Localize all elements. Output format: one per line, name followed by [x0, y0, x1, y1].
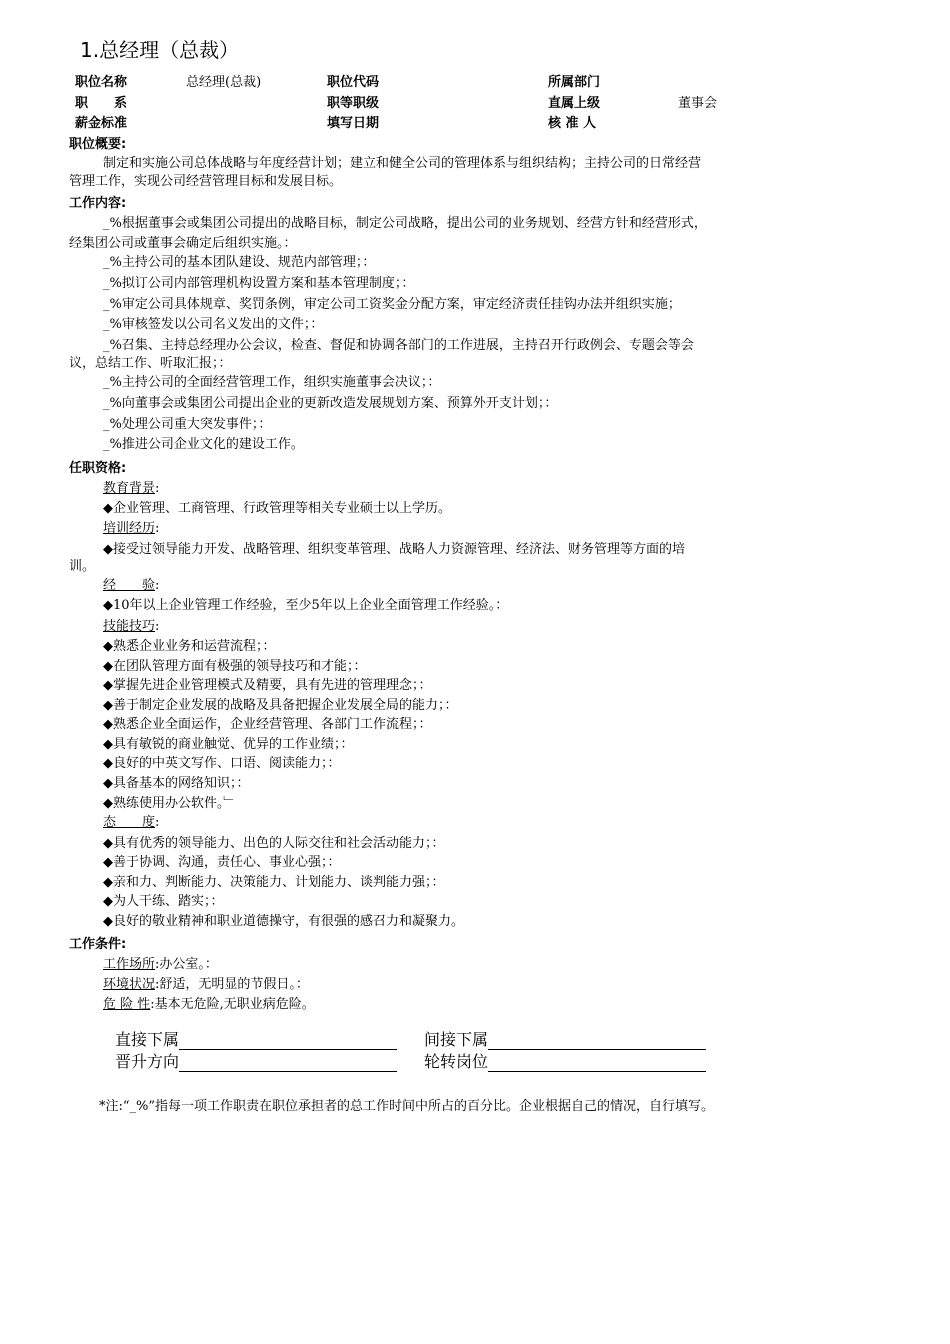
work-line: _%召集、主持总经理办公会议，检查、督促和协调各部门的工作进展，主持召开行政例会、专题会等会 — [103, 338, 694, 353]
work-line: _%推进公司企业文化的建设工作。 — [103, 437, 304, 452]
skill-item: ◆良好的中英文写作、口语、阅读能力；： — [103, 756, 341, 771]
salary-label: 薪金标准 — [75, 116, 128, 131]
qualification-heading: 任职资格: — [69, 461, 127, 476]
promotion-field: 晋升方向 — [115, 1049, 397, 1072]
work-line: _%处理公司重大突发事件；： — [103, 417, 272, 432]
skill-item: ◆具备基本的网络知识；： — [103, 776, 250, 791]
overview-line-2: 管理工作，实现公司经营管理目标和发展目标。 — [69, 174, 343, 189]
approver-label: 核 准 人 — [548, 116, 597, 131]
experience-item: ◆10年以上企业管理工作经验，至少5年以上企业全面管理工作经验。： — [103, 598, 509, 613]
skill-item: ◆熟悉企业业务和运营流程；： — [103, 639, 276, 654]
work-line: _%拟订公司内部管理机构设置方案和基本管理制度；： — [103, 276, 415, 291]
training-item-cont: 训。 — [69, 559, 96, 574]
work-line: _%主持公司的基本团队建设、规范内部管理；： — [103, 255, 376, 270]
fill-date-label: 填写日期 — [327, 116, 380, 131]
experience-label: 经 验: — [103, 578, 160, 593]
direct-subordinate-field: 直接下属 — [115, 1027, 397, 1050]
workplace-row: 工作场所:办公室。： — [103, 957, 218, 972]
attitude-item: ◆良好的敬业精神和职业道德操守，有很强的感召力和凝聚力。 — [103, 914, 464, 929]
skill-item: ◆掌握先进企业管理模式及精要，具有先进的管理理念；： — [103, 678, 432, 693]
work-line: _%向董事会或集团公司提出企业的更新改造发展规划方案、预算外开支计划；： — [103, 396, 558, 411]
skill-item: ◆熟悉企业全面运作，企业经营管理、各部门工作流程；： — [103, 717, 432, 732]
environment-row: 环境状况:舒适，无明显的节假日。： — [103, 977, 309, 992]
attitude-item: ◆为人干练、踏实；： — [103, 894, 224, 909]
education-label: 教育背景: — [103, 481, 160, 496]
position-code-label: 职位代码 — [327, 75, 380, 90]
skill-item: ◆具有敏锐的商业触觉、优异的工作业绩；： — [103, 737, 354, 752]
work-line: 经集团公司或董事会确定后组织实施。： — [69, 236, 297, 251]
position-name-label: 职位名称 — [75, 75, 128, 90]
education-item: ◆企业管理、工商管理、行政管理等相关专业硕士以上学历。 — [103, 501, 451, 516]
work-heading: 工作内容: — [69, 196, 127, 211]
attitude-item: ◆具有优秀的领导能力、出色的人际交往和社会活动能力；： — [103, 836, 445, 851]
page-title: 1.总经理（总裁） — [80, 38, 240, 62]
superior-value: 董事会 — [678, 96, 718, 111]
series-label: 职 系 — [75, 96, 128, 111]
rotation-field: 轮转岗位 — [424, 1049, 706, 1072]
attitude-label: 态 度: — [103, 815, 160, 830]
training-item: ◆接受过领导能力开发、战略管理、组织变革管理、战略人力资源管理、经济法、财务管理等方面的培 — [103, 542, 685, 557]
work-line: _%主持公司的全面经营管理工作，组织实施董事会决议；： — [103, 375, 441, 390]
work-line: 议，总结工作、听取汇报；： — [69, 356, 232, 371]
overview-line-1: 制定和实施公司总体战略与年度经营计划；建立和健全公司的管理体系与组织结构；主持公司的日常经营 — [103, 156, 702, 171]
position-name-value: 总经理(总裁) — [186, 75, 262, 90]
skills-label: 技能技巧: — [103, 619, 160, 634]
superior-label: 直属上级 — [548, 96, 601, 111]
footnote: *注:“_%”指每一项工作职责在职位承担者的总工作时间中所占的百分比。企业根据自己的情况，自行填写。 — [99, 1099, 715, 1114]
training-label: 培训经历: — [103, 521, 160, 536]
work-line: _%根据董事会或集团公司提出的战略目标，制定公司战略，提出公司的业务规划、经营方针和经营形式， — [103, 216, 707, 231]
grade-label: 职等职级 — [327, 96, 380, 111]
overview-heading: 职位概要: — [69, 137, 127, 152]
skill-item: ◆善于制定企业发展的战略及具备把握企业发展全局的能力；： — [103, 698, 458, 713]
risk-row: 危 险 性:基本无危险,无职业病危险。 — [103, 997, 315, 1012]
work-line: _%审核签发以公司名义发出的文件；： — [103, 317, 324, 332]
indirect-subordinate-field: 间接下属 — [424, 1027, 706, 1050]
attitude-item: ◆亲和力、判断能力、决策能力、计划能力、谈判能力强；： — [103, 875, 445, 890]
attitude-item: ◆善于协调、沟通，责任心、事业心强；： — [103, 855, 341, 870]
conditions-heading: 工作条件: — [69, 937, 127, 952]
work-line: _%审定公司具体规章、奖罚条例，审定公司工资奖金分配方案，审定经济责任挂钩办法并组织实施； — [103, 297, 681, 312]
department-label: 所属部门 — [548, 75, 601, 90]
skill-item: ◆在团队管理方面有极强的领导技巧和才能；： — [103, 659, 367, 674]
skill-item: ◆熟练使用办公软件。﹂ — [103, 796, 237, 811]
